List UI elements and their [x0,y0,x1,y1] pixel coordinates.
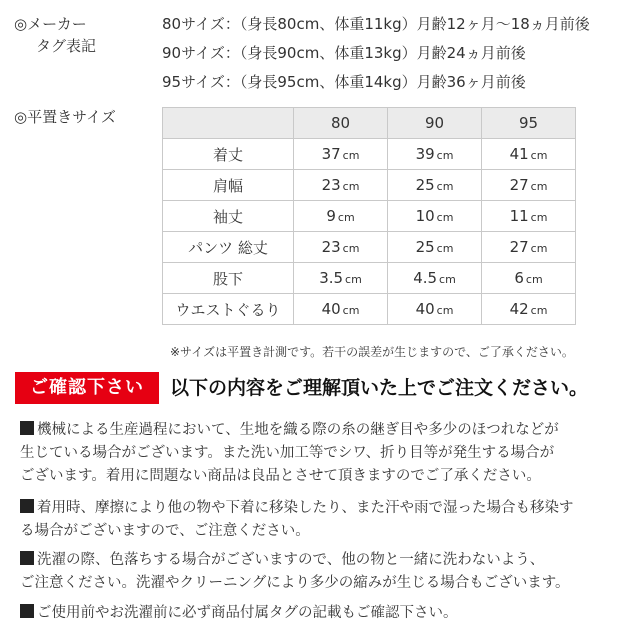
table-row [163,263,576,294]
row-label: 袖丈 [163,201,294,232]
notice-item-line: る場合がございますので、ご注意ください。 [20,523,310,539]
table-row [163,232,576,263]
size-cell: 10 cm [388,201,482,232]
size-table-header-row [163,108,576,139]
size-cell: 40 cm [388,294,482,325]
maker-tag-line-90: 90サイズ：（身長90cm、体重13kg）月齢24ヵ月前後 [162,44,526,62]
size-column-header: 80 [294,108,388,139]
notice-item-line: ございます。着用に問題ない商品は良品とさせて頂きますのでご了承ください。 [20,468,541,484]
maker-tag-line-80: 80サイズ：（身長80cm、体重11kg）月齢12ヶ月〜18ヵ月前後 [162,15,590,33]
notice-item-line: 機械による生産過程において、生地を織る際の糸の継ぎ目や多少のほつれなどが [20,419,625,442]
confirm-badge: ご確認下さい [15,372,159,404]
table-row [163,294,576,325]
notice-headline: 以下の内容をご理解頂いた上でご注文ください。 [170,377,589,399]
size-cell: 37 cm [294,139,388,170]
size-cell: 9 cm [294,201,388,232]
square-bullet-icon [20,499,34,513]
size-cell: 6 cm [482,263,576,294]
size-cell: 39 cm [388,139,482,170]
size-cell: 42 cm [482,294,576,325]
row-label: 肩幅 [163,170,294,201]
maker-tag-label: ◎メーカー [14,15,87,33]
notice-item [20,549,625,595]
size-cell: 11 cm [482,201,576,232]
square-bullet-icon [20,551,34,565]
size-cell: 25 cm [388,232,482,263]
row-label: ウエストぐるり [163,294,294,325]
table-row [163,170,576,201]
notice-item [20,602,625,625]
table-row [163,201,576,232]
size-column-header: 90 [388,108,482,139]
size-cell: 27 cm [482,170,576,201]
square-bullet-icon [20,421,34,435]
size-column-header: 95 [482,108,576,139]
size-cell: 41 cm [482,139,576,170]
size-cell: 25 cm [388,170,482,201]
notice-item-line: 着用時、摩擦により他の物や下着に移染したり、また汗や雨で湿った場合も移染す [20,497,625,520]
maker-tag-label-cont: タグ表記 [36,37,97,55]
notice-item-line: 生じている場合がございます。また洗い加工等でシワ、折り目等が発生する場合が [20,445,555,461]
size-table-corner [163,108,294,139]
size-cell: 4.5 cm [388,263,482,294]
size-cell: 27 cm [482,232,576,263]
notice-item [20,419,625,488]
size-note: ※サイズは平置き計測です。若干の誤差が生じますので、ご了承ください。 [170,345,574,359]
size-cell: 23 cm [294,232,388,263]
size-cell: 3.5 cm [294,263,388,294]
notice-item-line: 洗濯の際、色落ちする場合がございますので、他の物と一緒に洗わないよう、 [20,549,625,572]
row-label: パンツ 総丈 [163,232,294,263]
size-cell: 23 cm [294,170,388,201]
notice-item-line: ご使用前やお洗濯前に必ず商品付属タグの記載もご確認下さい。 [20,602,625,625]
table-row [163,139,576,170]
flat-size-label: ◎平置きサイズ [14,108,116,126]
row-label: 股下 [163,263,294,294]
square-bullet-icon [20,604,34,618]
maker-tag-line-95: 95サイズ：（身長95cm、体重14kg）月齢36ヶ月前後 [162,73,526,91]
row-label: 着丈 [163,139,294,170]
size-table [162,107,576,325]
size-cell: 40 cm [294,294,388,325]
notice-item-line: ご注意ください。洗濯やクリーニングにより多少の縮みが生じる場合もございます。 [20,575,570,591]
notice-item [20,497,625,543]
